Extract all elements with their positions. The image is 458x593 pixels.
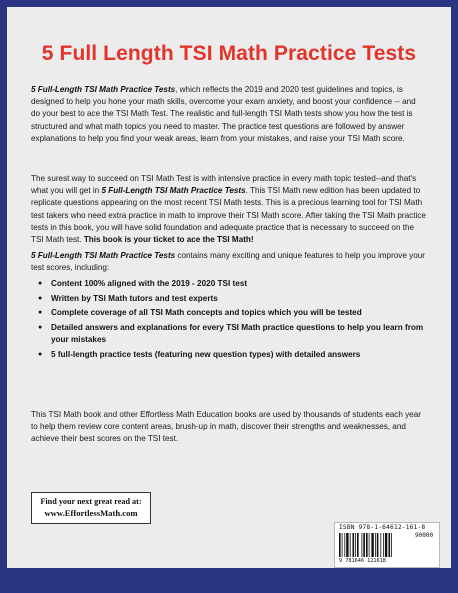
feature-item: ● Complete coverage of all TSI Math concepts and topics which you will be tested: [31, 307, 426, 319]
features-intro-text: contains many exciting and unique features to help you improve your test scores, including:: [31, 251, 425, 273]
bullet-icon: ●: [38, 280, 43, 287]
feature-item: ● Content 100% aligned with the 2019 - 2020 TSI test: [31, 278, 426, 290]
practice-text-a: The surest way to succeed on TSI Math Test is with intensive practice in every math topic tested--and that's what you will get in: [31, 174, 417, 196]
website-url: www.EffortlessMath.com: [44, 508, 138, 518]
barcode-graphic: [339, 533, 411, 558]
feature-item: ● 5 full-length practice tests (featuring new question types) with detailed answers: [31, 349, 426, 361]
feature-item: ● Detailed answers and explanations for every TSI Math practice questions to help you learn from your mistakes: [38, 322, 424, 344]
book-title-ref: 5 Full-Length TSI Math Practice Tests: [31, 85, 176, 94]
isbn-number: ISBN 978-1-64612-161-8: [339, 524, 426, 531]
features-intro: [31, 250, 426, 274]
feature-list: [31, 278, 426, 363]
closing-paragraph: This TSI Math book and other Effortless Math Education books are used by thousands of students each year to help them review core content areas, brush-up in math, discover their strengths and weaknesses, and achieve their best scores on the TSI test.: [31, 410, 421, 444]
bullet-icon: ●: [38, 309, 43, 317]
book-title-ref: 5 Full-Length TSI Math Practice Tests: [101, 186, 246, 196]
bullet-icon: ●: [38, 323, 43, 331]
website-label: Find your next great read at:: [40, 497, 142, 506]
bullet-icon: ●: [38, 350, 43, 358]
book-title-ref: 5 Full-Length TSI Math Practice Tests: [31, 251, 176, 260]
intro-paragraph: [31, 84, 426, 145]
isbn-barcode: [334, 522, 440, 568]
price-code: 90000: [415, 532, 434, 539]
feature-item: ● Written by TSI Math tutors and test experts: [31, 293, 426, 305]
practice-text-b: . This TSI Math new edition has been updated to replicate questions appearing on the most recent TSI Math tests. This is a precious learning tool for TSI Math test takers who need extra practice in math to improve their TSI Math score. After taking the TSI Math practice tests in this book, you will have solid foundation and adequate practice that is necessary to succeed on the TSI Math test.: [31, 186, 426, 245]
ticket-text: This book is your ticket to ace the TSI Math!: [83, 235, 254, 245]
barcode-digits: 9 781646 121618: [339, 558, 386, 564]
page-title: 5 Full Length TSI Math Practice Tests: [41, 42, 417, 65]
intro-text: , which reflects the 2019 and 2020 test guidelines and topics, is designed to help you hone your math skills, overcome your exam anxiety, and boost your confidence -- and do your best to ace the TSI Math Test. The realistic and full-length TSI Math tests show you how the test is structured and what math topics you need to master. The practice test questions are followed by answer explanations to help you find your weak areas, learn from your mistakes, and raise your TSI Math score.: [31, 85, 416, 143]
practice-paragraph: [31, 173, 426, 246]
bullet-icon: ●: [38, 294, 43, 302]
bottom-band: [7, 568, 451, 574]
website-box: [31, 492, 151, 524]
